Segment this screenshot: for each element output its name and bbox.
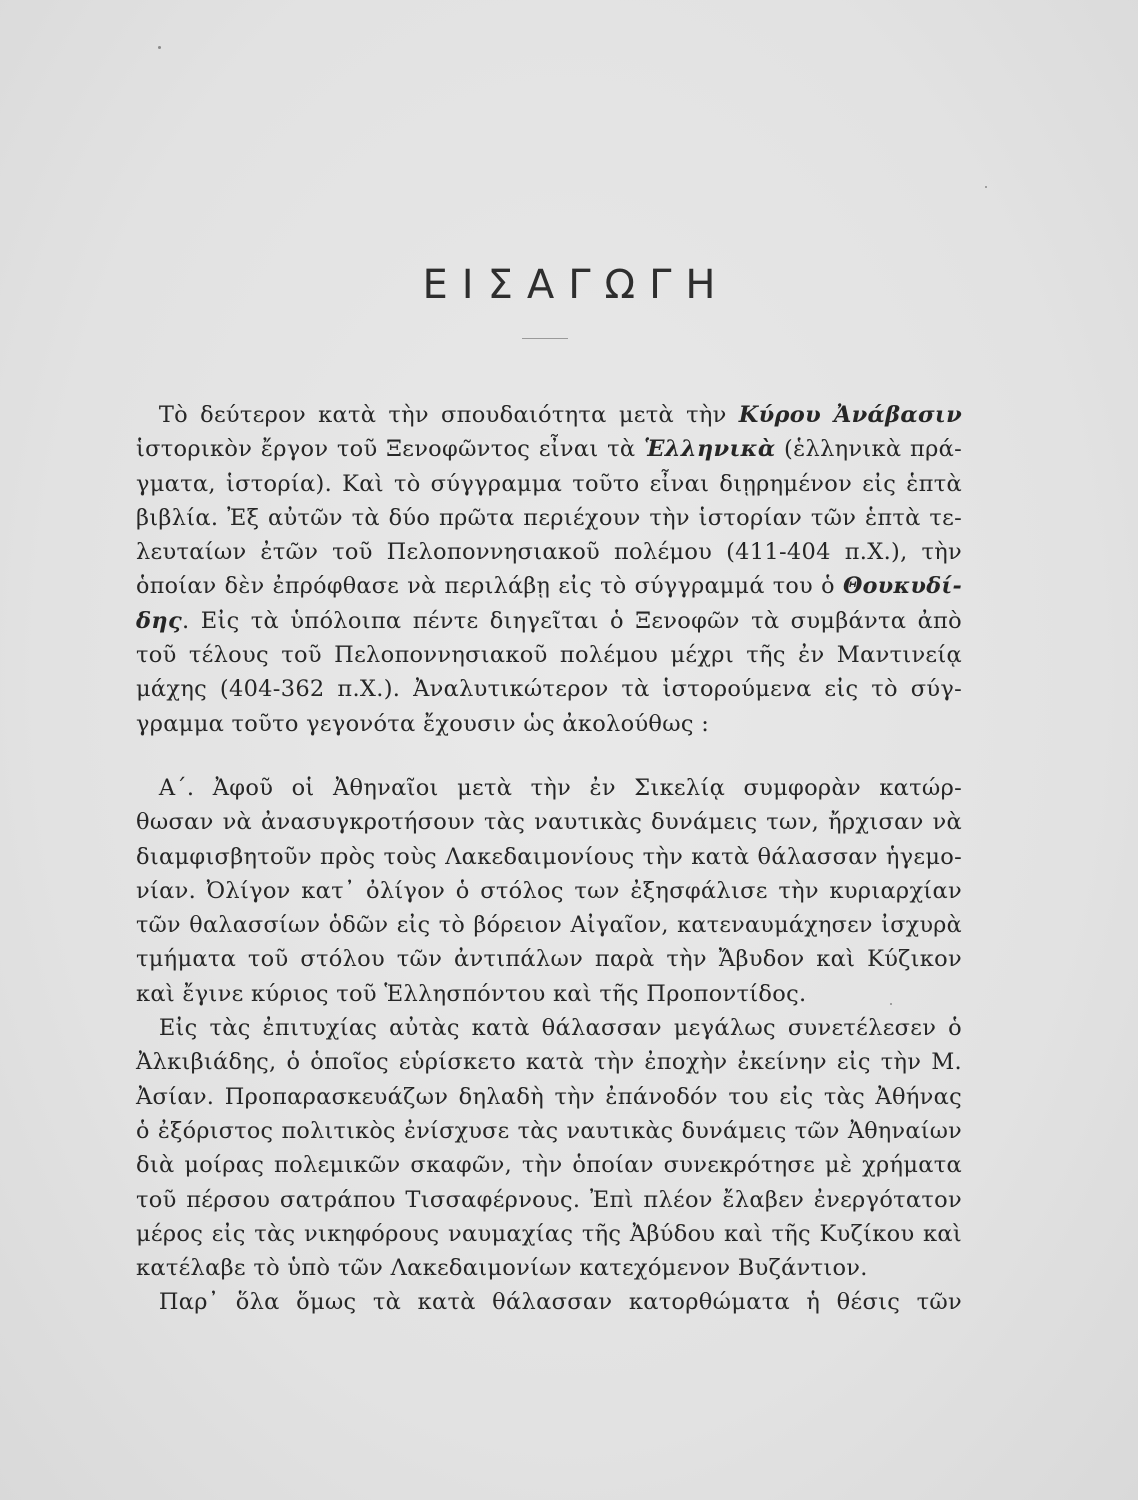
text-line: νίαν. Ὀλίγον κατ᾿ ὀλίγον ὁ στόλος των ἐξησφάλισε τὴν κυριαρχίαν [136,877,962,904]
text-line: λευταίων ἐτῶν τοῦ Πελοποννησιακοῦ πολέμου (411-404 π.Χ.), τὴν [136,539,962,566]
work-title-anabasis: Κύρου Ἀνάβασιν [738,402,962,428]
text-line: θωσαν νὰ ἀνασυγκροτήσουν τὰς ναυτικὰς δυνάμεις των, ἤρχισαν νὰ [136,809,962,836]
paragraph-alcibiades [136,1011,962,1285]
text-line: τμήματα τοῦ στόλου τῶν ἀντιπάλων παρὰ τὴν Ἄβυδον καὶ Κύζικον [136,946,962,973]
text-line: μέρος εἰς τὰς νικηφόρους ναυμαχίας τῆς Ἀβύδου καὶ τῆς Κυζίκου καὶ [136,1220,962,1247]
text-line: γραμμα τοῦτο γεγονότα ἔχουσιν ὡς ἀκολούθως : [136,710,710,737]
text-line: γματα, ἱστορία). Καὶ τὸ σύγγραμμα τοῦτο εἶναι διῃρημένον εἰς ἑπτὰ [136,470,962,497]
text-line: ὁ ἐξόριστος πολιτικὸς ἐνίσχυσε τὰς ναυτικὰς δυνάμεις τῶν Ἀθηναίων [136,1117,962,1144]
paragraph-section-a [136,771,962,1011]
text-line: Α΄. Ἀφοῦ οἱ Ἀθηναῖοι μετὰ τὴν ἐν Σικελίᾳ συμφορὰν κατώρ- [158,774,962,801]
text-line: Τὸ δεύτερον κατὰ τὴν σπουδαιότητα μετὰ τὴν Κύρου Ἀνάβασιν [158,402,962,428]
chapter-heading: ΕΙΣΑΓΩΓΗ [422,262,730,308]
paragraph-intro [136,398,962,741]
paragraph-gap [136,741,962,771]
text-line: βιβλία. Ἐξ αὐτῶν τὰ δύο πρῶτα περιέχουν τὴν ἱστορίαν τῶν ἑπτὰ τε- [136,504,962,531]
text-line: κατέλαβε τὸ ὑπὸ τῶν Λακεδαιμονίων κατεχόμενον Βυζάντιον. [136,1255,868,1282]
author-name-thucydides: Θουκυδί- [842,573,962,600]
text-line: δης. Εἰς τὰ ὑπόλοιπα πέντε διηγεῖται ὁ Ξενοφῶν τὰ συμβάντα ἀπὸ [136,607,962,634]
text-line: διὰ μοίρας πολεμικῶν σκαφῶν, τὴν ὁποίαν συνεκρότησε μὲ χρήματα [136,1152,962,1179]
text-line: τοῦ πέρσου σατράπου Τισσαφέρνους. Ἐπὶ πλέον ἔλαβεν ἐνεργότατον [136,1186,962,1213]
text-line: Εἰς τὰς ἐπιτυχίας αὐτὰς κατὰ θάλασσαν μεγάλως συνετέλεσεν ὁ [158,1015,962,1042]
text-line: τῶν θαλασσίων ὁδῶν εἰς τὸ βόρειον Αἰγαῖον, κατεναυμάχησεν ἰσχυρὰ [136,912,962,939]
text-line: καὶ ἔγινε κύριος τοῦ Ἑλλησπόντου καὶ τῆς Προποντίδος. [136,980,807,1007]
text-line: διαμφισβητοῦν πρὸς τοὺς Λακεδαιμονίους τὴν κατὰ θάλασσαν ἡγεμο- [136,843,962,870]
text-line: ὁποίαν δὲν ἐπρόφθασε νὰ περιλάβῃ εἰς τὸ σύγγραμμά του ὁ Θουκυδί- [136,573,962,600]
author-name-thucydides-cont: δης [136,607,182,634]
paper-speck [985,186,987,188]
work-title-hellenica: Ἑλληνικὰ [644,436,776,463]
text-line: τοῦ τέλους τοῦ Πελοποννησιακοῦ πολέμου μέχρι τῆς ἐν Μαντινείᾳ [136,642,962,669]
text-line: μάχης (404-362 π.Χ.). Ἀναλυτικώτερον τὰ ἱστορούμενα εἰς τὸ σύγ- [136,676,962,703]
heading-rule [522,338,568,339]
body-text [136,398,962,1320]
text-line: Παρ᾿ ὅλα ὅμως τὰ κατὰ θάλασσαν κατορθώματα ἡ θέσις τῶν [158,1289,962,1316]
text-line: ἱστορικὸν ἔργον τοῦ Ξενοφῶντος εἶναι τὰ Ἑλληνικὰ (ἑλληνικὰ πρά- [136,436,963,463]
paper-speck [158,46,161,49]
text-line: Ἀλκιβιάδης, ὁ ὁποῖος εὑρίσκετο κατὰ τὴν ἐποχὴν ἐκείνην εἰς τὴν Μ. [136,1049,962,1076]
paragraph-final [136,1285,962,1319]
text-line: Ἀσίαν. Προπαρασκευάζων δηλαδὴ τὴν ἐπάνοδόν του εἰς τὰς Ἀθήνας [136,1083,962,1110]
